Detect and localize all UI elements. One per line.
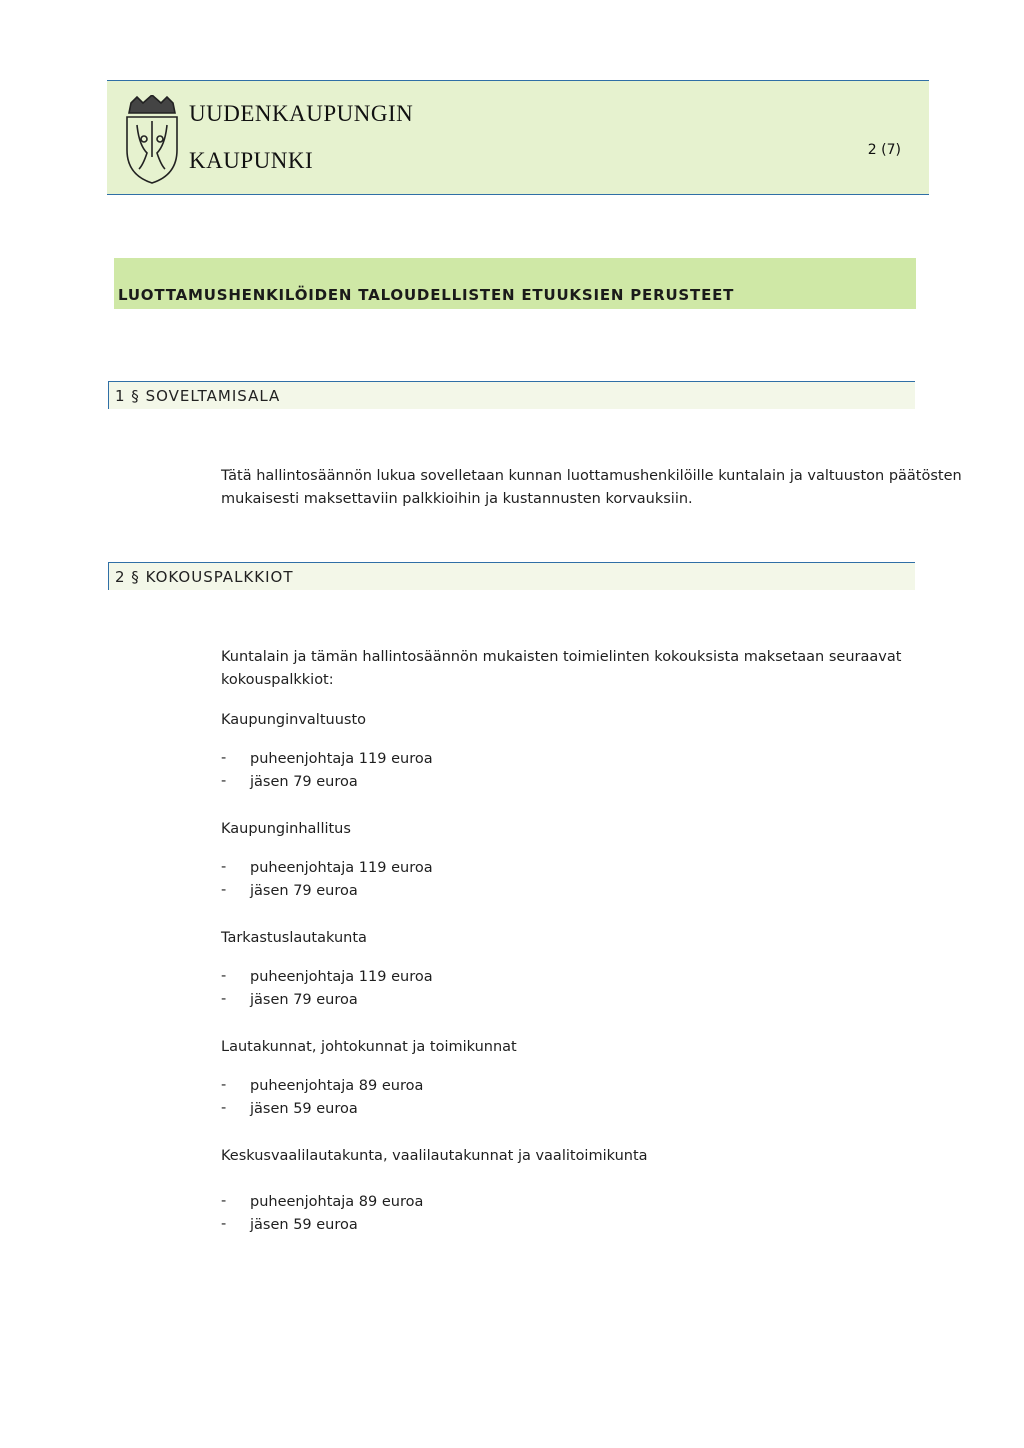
list-item: puheenjohtaja 89 euroa [250, 1078, 424, 1094]
group-title: Tarkastuslautakunta [221, 930, 367, 946]
list-item: jäsen 79 euroa [250, 774, 358, 790]
city-name-line1: UUDENKAUPUNGIN [189, 101, 414, 126]
letterhead [107, 80, 929, 195]
list-bullet: - [221, 1100, 227, 1116]
section2-intro-line1: Kuntalain ja tämän hallintosäännön mukaisten toimielinten kokouksista maksetaan seuraavat [221, 649, 902, 665]
group-title: Keskusvaalilautakunta, vaalilautakunnat ja vaalitoimikunta [221, 1148, 648, 1164]
list-bullet: - [221, 773, 227, 789]
list-bullet: - [221, 991, 227, 1007]
group-title: Kaupunginvaltuusto [221, 712, 367, 728]
list-item: puheenjohtaja 119 euroa [250, 751, 433, 767]
section-heading-bar-1 [108, 381, 915, 409]
list-item: jäsen 59 euroa [250, 1101, 358, 1117]
document-title: LUOTTAMUSHENKILÖIDEN TALOUDELLISTEN ETUUKSIEN PERUSTEET [118, 286, 735, 304]
section-heading-2: 2 § KOKOUSPALKKIOT [115, 568, 294, 586]
section-heading-bar-2 [108, 562, 915, 590]
group-title: Kaupunginhallitus [221, 821, 351, 837]
page-number: 2 (7) [867, 142, 901, 158]
section2-intro-line2: kokouspalkkiot: [221, 672, 334, 688]
group-title: Lautakunnat, johtokunnat ja toimikunnat [221, 1039, 517, 1055]
list-item: puheenjohtaja 119 euroa [250, 969, 433, 985]
list-item: jäsen 59 euroa [250, 1217, 358, 1233]
list-item: jäsen 79 euroa [250, 883, 358, 899]
list-bullet: - [221, 1193, 227, 1209]
section-heading-1: 1 § SOVELTAMISALA [115, 387, 281, 405]
list-bullet: - [221, 882, 227, 898]
coat-of-arms-icon [117, 95, 187, 185]
list-bullet: - [221, 750, 227, 766]
list-bullet: - [221, 968, 227, 984]
list-item: puheenjohtaja 119 euroa [250, 860, 433, 876]
list-bullet: - [221, 1077, 227, 1093]
document-title-bar [114, 258, 916, 309]
list-item: jäsen 79 euroa [250, 992, 358, 1008]
list-bullet: - [221, 859, 227, 875]
city-name-line2: KAUPUNKI [189, 148, 314, 173]
section1-paragraph-line2: mukaisesti maksettaviin palkkioihin ja kustannusten korvauksiin. [221, 491, 693, 507]
list-bullet: - [221, 1216, 227, 1232]
list-item: puheenjohtaja 89 euroa [250, 1194, 424, 1210]
section1-paragraph-line1: Tätä hallintosäännön lukua sovelletaan kunnan luottamushenkilöille kuntalain ja valtuuston päätösten [221, 468, 962, 484]
